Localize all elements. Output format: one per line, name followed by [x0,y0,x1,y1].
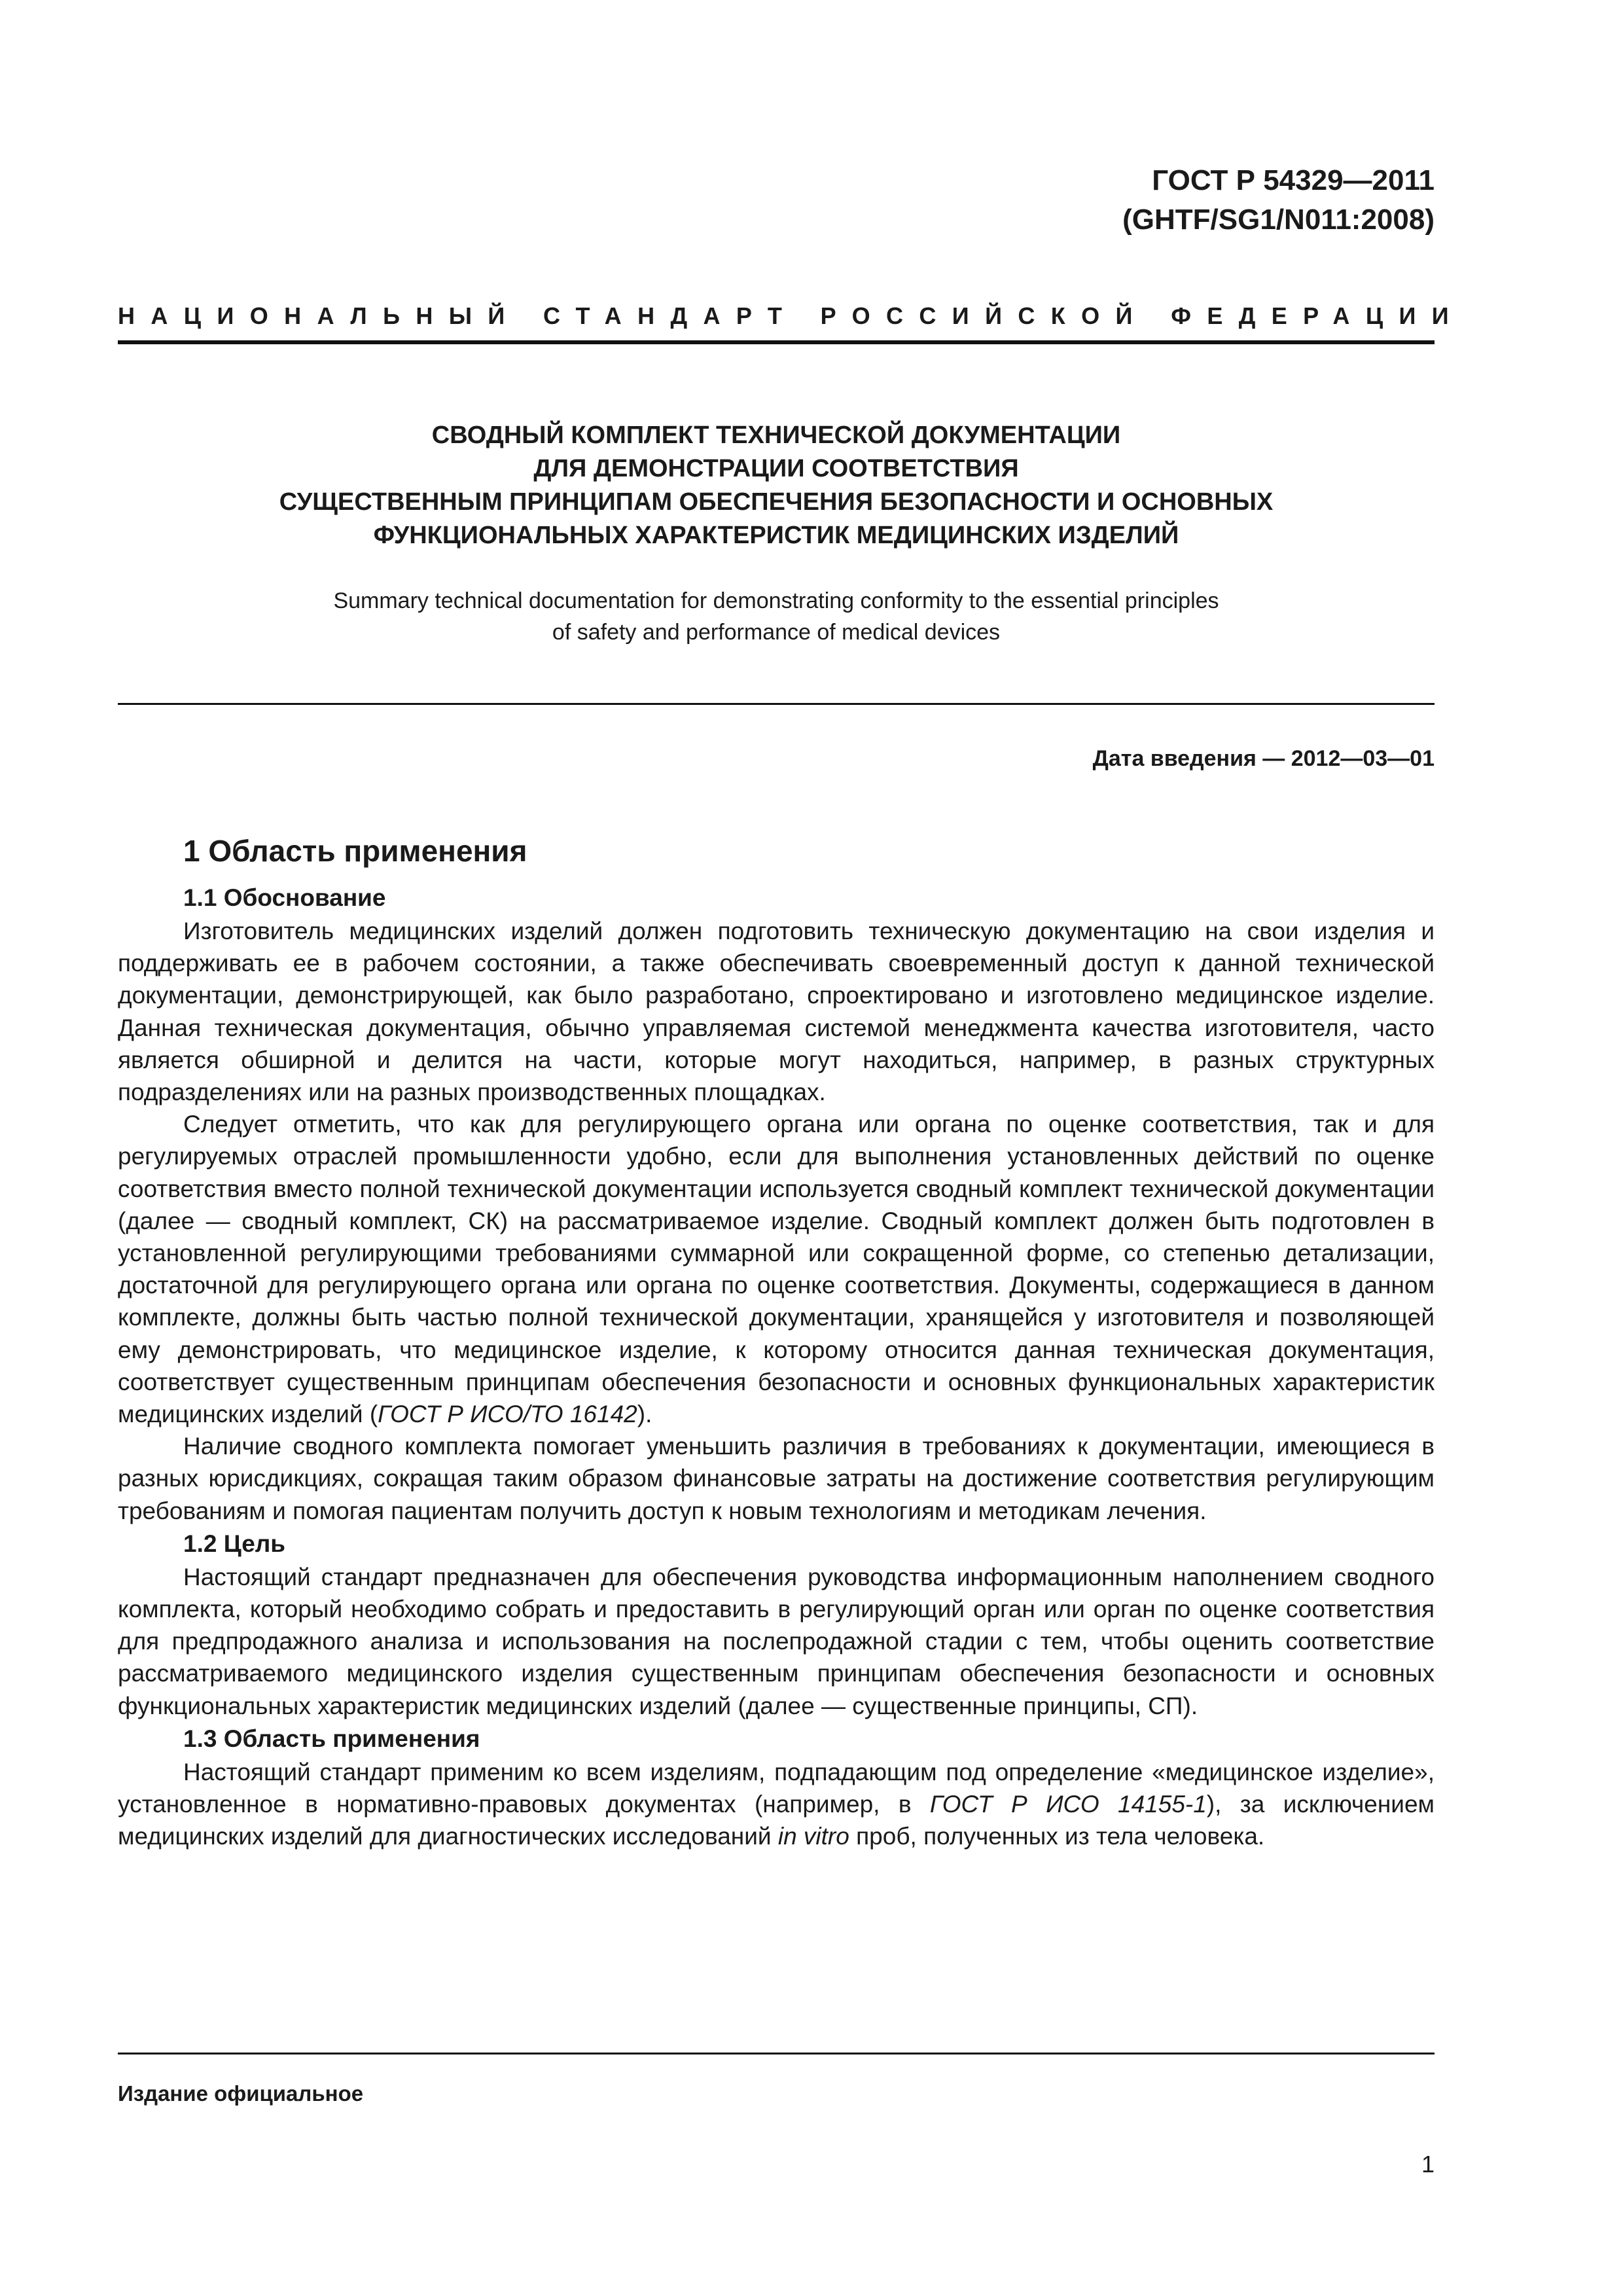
document-body [118,830,1435,1852]
header-divider [118,340,1435,344]
document-title-en [118,585,1435,648]
page-number: 1 [1421,2151,1435,2178]
official-edition-label: Издание официальное [118,2081,364,2106]
paragraph-text: ), за исключением медицинских изделий для диагностических исследований [118,1791,1435,1850]
document-title-ru [118,419,1435,552]
section-1-3-heading: 1.3 Область применения [183,1725,480,1752]
standard-reference: ГОСТ Р ИСО 14155-1 [929,1791,1207,1818]
standard-designation [1122,161,1435,240]
title-divider [118,703,1435,705]
paragraph: Наличие сводного комплекта помогает уменьшить различия в требованиях к документации, имеющиеся в разных юрисдикциях, сокращая таким образом финансовые затраты на достижение соответствия регулирующим требованиям и помогая пациентам получить доступ к новым технологиям и методикам лечения. [118,1433,1435,1524]
paragraph [118,1756,1435,1853]
paragraph: Изготовитель медицинских изделий должен подготовить техническую документацию на свои изделия и поддерживать ее в рабочем состоянии, а также обеспечивать своевременный доступ к данной технической документации, демонстрирующей, как было разработано, спроектировано и изготовлено медицинское изделие. Данная техническая документация, обычно управляемая системой менеджмента качества изготовителя, часто является обширной и делится на части, которые могут находиться, например, в разных структурных подразделениях или на разных производственных площадках. [118,918,1435,1106]
national-standard-banner: НАЦИОНАЛЬНЫЙ СТАНДАРТ РОССИЙСКОЙ ФЕДЕРАЦИИ [118,302,1465,329]
section-1-heading: 1 Область применения [183,834,527,868]
title-ru-line: ДЛЯ ДЕМОНСТРАЦИИ СООТВЕТСТВИЯ [533,455,1019,482]
footer-divider [118,2053,1435,2054]
ghtf-number: (GHTF/SG1/N011:2008) [1122,204,1435,236]
section-1-2-heading: 1.2 Цель [183,1530,286,1557]
standard-reference: ГОСТ Р ИСО/ТО 16142 [378,1401,637,1428]
paragraph-text: Следует отметить, что как для регулирующего органа или органа по оценке соответствия, так и для регулируемых отраслей промышленности удобно, если для выполнения установленных действий по оценке соответствия вместо полной технической документации используется сводный комплект технической документации (далее — сводный комплект, СК) на рассматриваемое изделие. Сводный комплект должен быть подготовлен в установленной регулирующими требованиями суммарной или сокращенной форме, со степенью детализации, достаточной для регулирующего органа или органа по оценке соответствия. Документы, содержащиеся в данном комплекте, должны быть частью полной технической документации, хранящейся у изготовителя и позволяющей ему демонстрировать, что медицинское изделие, к которому относится данная техническая документация, соответствует существенным принципам обеспечения безопасности и основных функциональных характеристик медицинских изделий ( [118,1111,1435,1428]
title-ru-line: СУЩЕСТВЕННЫМ ПРИНЦИПАМ ОБЕСПЕЧЕНИЯ БЕЗОПАСНОСТИ И ОСНОВНЫХ [279,488,1274,516]
title-ru-line: СВОДНЫЙ КОМПЛЕКТ ТЕХНИЧЕСКОЙ ДОКУМЕНТАЦИИ [431,422,1121,449]
introduction-date: Дата введения — 2012—03—01 [1092,746,1435,771]
document-page [118,0,1465,2296]
paragraph-text: проб, полученных из тела человека. [849,1823,1265,1850]
paragraph-text: Настоящий стандарт применим ко всем изделиям, подпадающим под определение «медицинское изделие», установленное в нормативно-правовых документах (например, в [118,1758,1435,1818]
latin-term: in vitro [777,1823,849,1850]
title-en-line: Summary technical documentation for demonstrating conformity to the essential principles [333,588,1219,613]
paragraph [118,1108,1435,1430]
gost-number: ГОСТ Р 54329—2011 [1152,164,1435,196]
paragraph: Настоящий стандарт предназначен для обеспечения руководства информационным наполнением сводного комплекта, который необходимо собрать и предоставить в регулирующий орган или орган по оценке соответствия для предпродажного анализа и использования на послепродажной стадии с тем, чтобы оценить соответствие рассматриваемого медицинского изделия существенным принципам обеспечения безопасности и основных функциональных характеристик медицинских изделий (далее — существенные принципы, СП). [118,1563,1435,1719]
title-en-line: of safety and performance of medical devices [552,620,1001,645]
section-1-1-heading: 1.1 Обоснование [183,884,386,911]
title-ru-line: ФУНКЦИОНАЛЬНЫХ ХАРАКТЕРИСТИК МЕДИЦИНСКИХ ИЗДЕЛИЙ [373,522,1179,549]
paragraph-text: ). [637,1401,652,1428]
